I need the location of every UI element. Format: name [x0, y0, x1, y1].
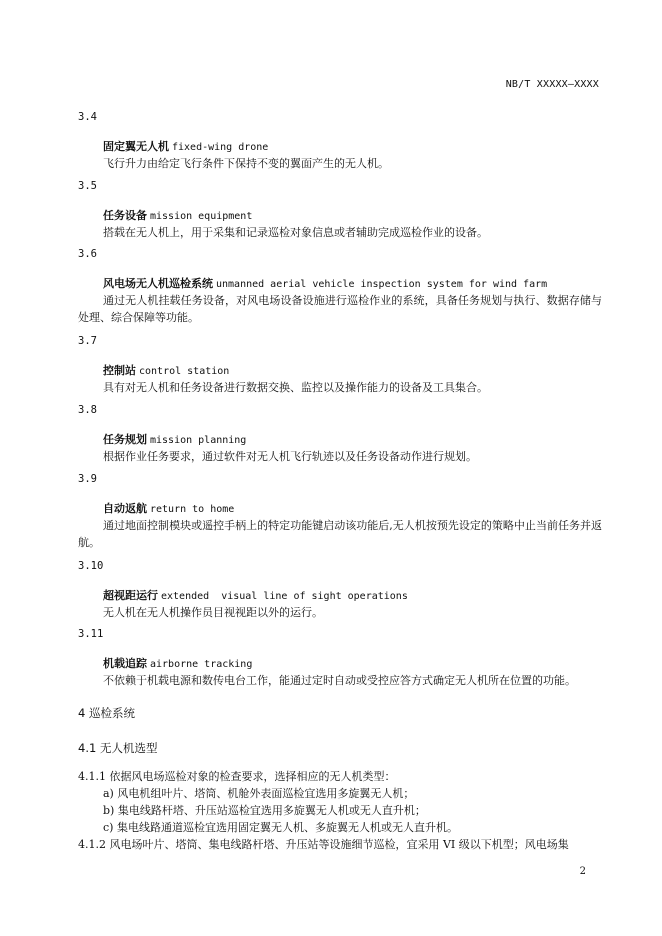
term-heading [78, 275, 602, 291]
term-entry-3-6 [78, 248, 602, 326]
term-en: extended visual line of sight operations [161, 591, 408, 602]
term-definition: 不依赖于机载电源和数传电台工作，能通过定时自动或受控应答方式确定无人机所在位置的功能。 [103, 674, 576, 687]
term-heading [78, 138, 602, 154]
term-en: unmanned aerial vehicle inspection system for wind farm [216, 279, 548, 290]
term-entry-3-10 [78, 560, 602, 621]
term-entry-3-8 [78, 404, 602, 465]
clause-4-1-2: 4.1.2 风电场叶片、塔筒、集电线路杆塔、升压站等设施细节巡检，宜采用 VI 级以下机型；风电场集 [78, 838, 569, 851]
term-en: fixed-wing drone [172, 142, 269, 153]
term-number: 3.8 [78, 404, 97, 416]
clause-4-1-1: 4.1.1 依据风电场巡检对象的检查要求，选择相应的无人机类型： [78, 770, 396, 783]
term-heading [78, 431, 602, 447]
term-heading [78, 362, 602, 378]
term-en: mission equipment [150, 211, 253, 222]
term-zh: 超视距运行 [103, 589, 158, 602]
list-item: b) 集电线路杆塔、升压站巡检宜选用多旋翼无人机或无人直升机； [103, 804, 426, 817]
term-entry-3-7 [78, 335, 602, 396]
term-zh: 任务规划 [103, 433, 147, 446]
term-en: mission planning [150, 435, 247, 446]
term-definition: 根据作业任务要求，通过软件对无人机飞行轨迹以及任务设备动作进行规划。 [103, 450, 477, 463]
subsection-title: 4.1 无人机选型 [78, 741, 158, 755]
term-zh: 控制站 [103, 364, 136, 377]
term-definition: 无人机在无人机操作员目视视距以外的运行。 [103, 606, 323, 619]
term-heading [78, 500, 602, 516]
page-number: 2 [579, 866, 586, 877]
term-zh: 自动返航 [103, 502, 147, 515]
term-number: 3.10 [78, 560, 104, 572]
term-definition: 通过无人机挂载任务设备，对风电场设备设施进行巡检作业的系统，具备任务规划与执行、数据存储与处理、综合保障等功能。 [78, 294, 602, 324]
term-definition: 搭载在无人机上，用于采集和记录巡检对象信息或者辅助完成巡检作业的设备。 [103, 226, 488, 239]
term-zh: 任务设备 [103, 209, 147, 222]
term-number: 3.7 [78, 335, 97, 347]
term-number: 3.5 [78, 180, 97, 192]
term-heading [78, 207, 602, 223]
term-en: control station [139, 366, 230, 377]
term-en: return to home [150, 504, 235, 515]
term-heading [78, 655, 602, 671]
list-item: a) 风电机组叶片、塔筒、机舱外表面巡检宜选用多旋翼无人机； [103, 787, 415, 800]
term-zh: 固定翼无人机 [103, 140, 169, 153]
term-definition: 具有对无人机和任务设备进行数据交换、监控以及操作能力的设备及工具集合。 [103, 381, 488, 394]
term-definition: 飞行升力由给定飞行条件下保持不变的翼面产生的无人机。 [103, 157, 389, 170]
term-number: 3.11 [78, 628, 104, 640]
term-zh: 风电场无人机巡检系统 [103, 277, 213, 290]
term-number: 3.6 [78, 248, 97, 260]
term-entry-3-4 [78, 111, 602, 172]
term-zh: 机载追踪 [103, 657, 147, 670]
term-number: 3.4 [78, 111, 97, 123]
section-title: 4 巡检系统 [78, 706, 135, 720]
term-heading [78, 587, 602, 603]
term-entry-3-11 [78, 628, 602, 689]
term-number: 3.9 [78, 473, 97, 485]
term-definition: 通过地面控制模块或遥控手柄上的特定功能键启动该功能后,无人机按预先设定的策略中止当前任务并返航。 [78, 519, 602, 549]
document-code-header: NB/T XXXXX—XXXX [505, 79, 599, 90]
term-entry-3-9 [78, 473, 602, 551]
term-entry-3-5 [78, 180, 602, 241]
list-item: c) 集电线路通道巡检宜选用固定翼无人机、多旋翼无人机或无人直升机。 [103, 821, 458, 834]
term-en: airborne tracking [150, 659, 253, 670]
